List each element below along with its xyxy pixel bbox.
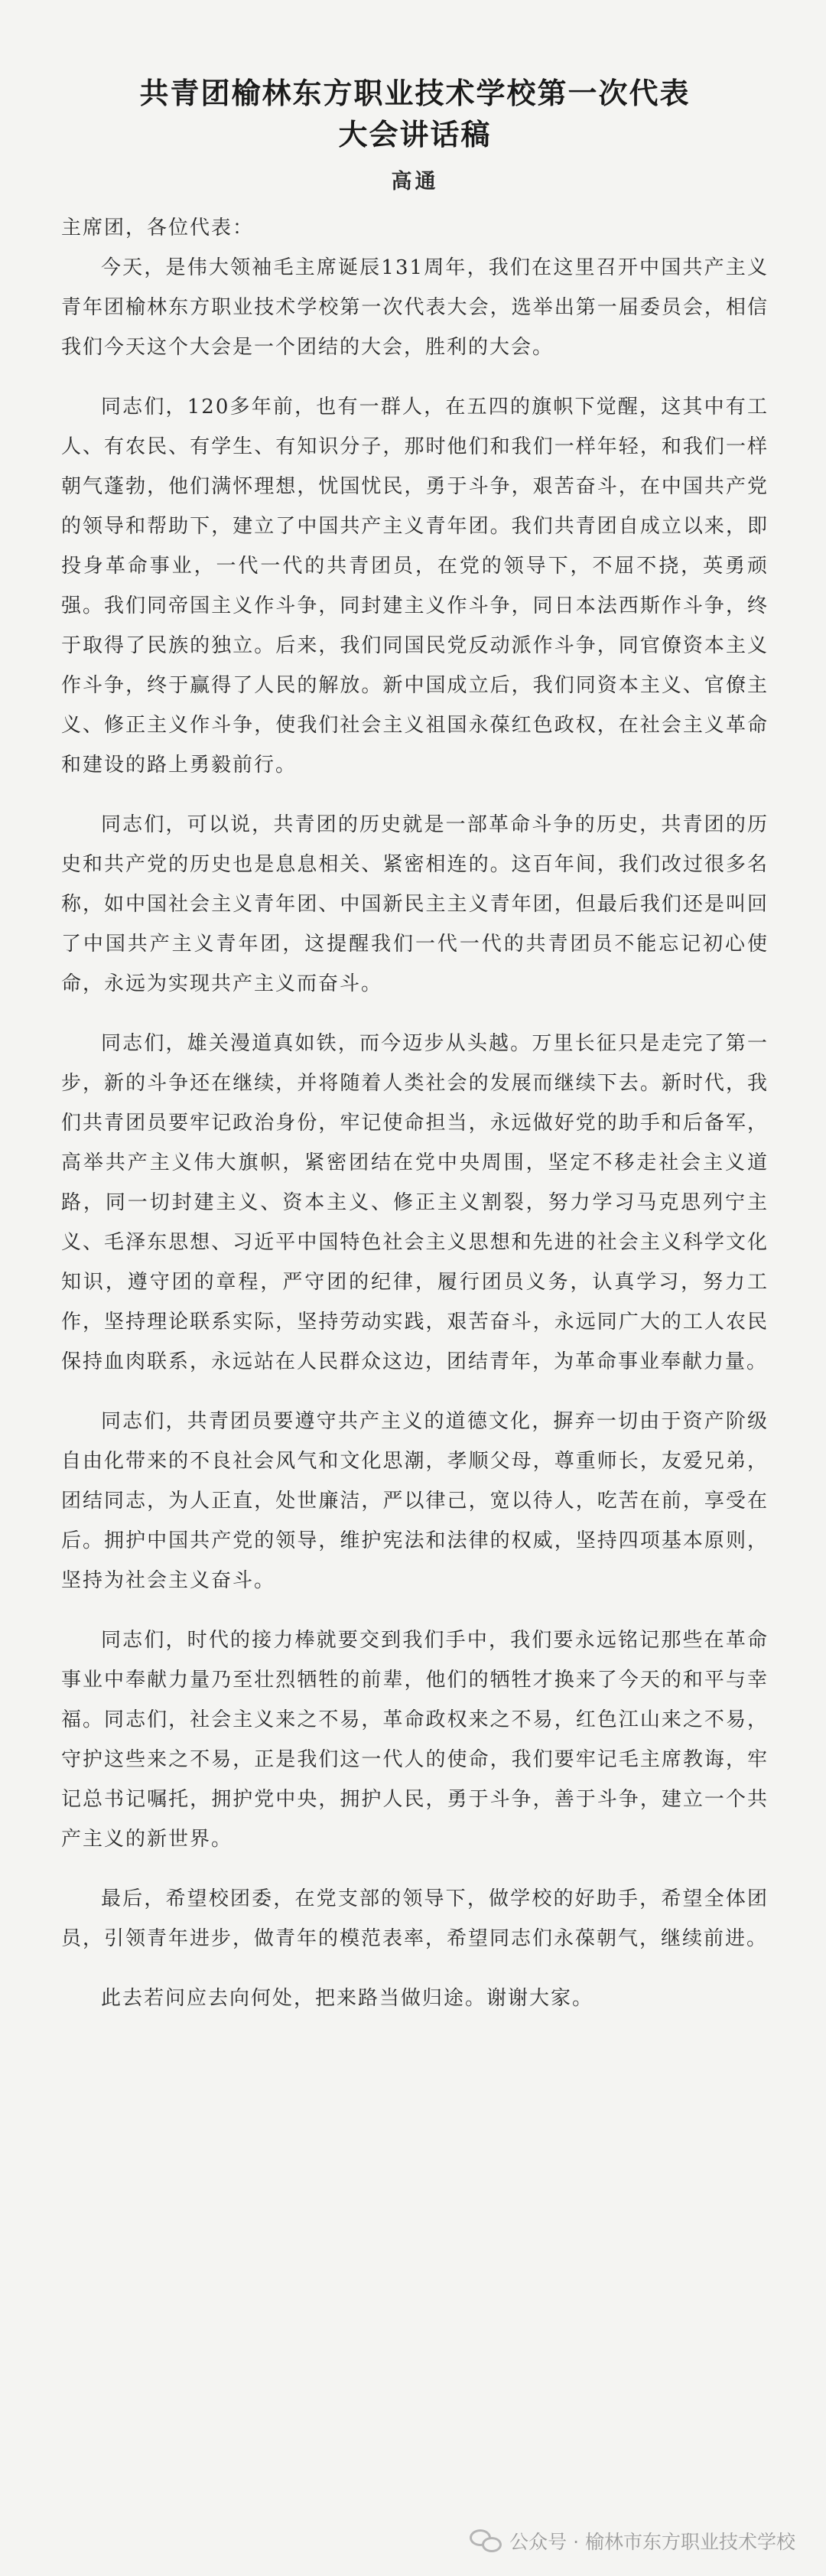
paragraph-6: 同志们，时代的接力棒就要交到我们手中，我们要永远铭记那些在革命事业中奉献力量乃至壮烈牺牲的前辈，他们的牺牲才换来了今天的和平与幸福。同志们，社会主义来之不易，革命政权来之不易，红色江山来之不易，守护这些来之不易，正是我们这一代人的使命，我们要牢记毛主席教诲，牢记总书记嘱托，拥护党中央，拥护人民，勇于斗争，善于斗争，建立一个共产主义的新世界。 (61, 1629, 769, 1851)
salutation: 主席团，各位代表： (61, 217, 255, 239)
paragraph-2: 同志们，120多年前，也有一群人，在五四的旗帜下觉醒，这其中有工人、有农民、有学生、有知识分子，那时他们和我们一样年轻，和我们一样朝气蓬勃，他们满怀理想，忧国忧民，勇于斗争，艰苦奋斗，在中国共产党的领导和帮助下，建立了中国共产主义青年团。我们共青团自成立以来，即投身革命事业，一代一代的共青团员，在党的领导下，不屈不挠，英勇顽强。我们同帝国主义作斗争，同封建主义作斗争，同日本法西斯作斗争，终于取得了民族的独立。后来，我们同国民党反动派作斗争，同官僚资本主义作斗争，终于赢得了人民的解放。新中国成立后，我们同资本主义、官僚主义、修正主义作斗争，使我们社会主义祖国永葆红色政权，在社会主义革命和建设的路上勇毅前行。 (61, 396, 769, 777)
author-name: 高通 (391, 170, 439, 194)
wechat-icon (470, 2528, 503, 2554)
paragraph-5: 同志们，共青团员要遵守共产主义的道德文化，摒弃一切由于资产阶级自由化带来的不良社会风气和文化思潮，孝顺父母，尊重师长，友爱兄弟，团结同志，为人正直，处世廉洁，严以律己，宽以待人，吃苦在前，享受在后。拥护中国共产党的领导，维护宪法和法律的权威，坚持四项基本原则，坚持为社会主义奋斗。 (61, 1410, 769, 1592)
paragraph-8: 此去若问应去向何处，把来路当做归途。谢谢大家。 (101, 1987, 594, 2010)
wechat-watermark (470, 2527, 795, 2555)
paragraph-7: 最后，希望校团委，在党支部的领导下，做学校的好助手，希望全体团员，引领青年进步，做青年的模范表率，希望同志们永葆朝气，继续前进。 (61, 1887, 769, 1950)
paragraph-3: 同志们，可以说，共青团的历史就是一部革命斗争的历史，共青团的历史和共产党的历史也是息息相关、紧密相连的。这百年间，我们改过很多名称，如中国社会主义青年团、中国新民主主义青年团，但最后我们还是叫回了中国共产主义青年团，这提醒我们一代一代的共青团员不能忘记初心使命，永远为实现共产主义而奋斗。 (61, 813, 769, 995)
title-line-2: 大会讲话稿 (338, 118, 492, 151)
document-title (92, 73, 738, 155)
watermark-text: 公众号 · 榆林市东方职业技术学校 (509, 2531, 795, 2553)
title-line-1: 共青团榆林东方职业技术学校第一次代表 (139, 77, 691, 110)
paragraph-4: 同志们，雄关漫道真如铁，而今迈步从头越。万里长征只是走完了第一步，新的斗争还在继续，并将随着人类社会的发展而继续下去。新时代，我们共青团员要牢记政治身份，牢记使命担当，永远做好党的助手和后备军，高举共产主义伟大旗帜，紧密团结在党中央周围，坚定不移走社会主义道路，同一切封建主义、资本主义、修正主义割裂，努力学习马克思列宁主义、毛泽东思想、习近平中国特色社会主义思想和先进的社会主义科学文化知识，遵守团的章程，严守团的纪律，履行团员义务，认真学习，努力工作，坚持理论联系实际，坚持劳动实践，艰苦奋斗，永远同广大的工人农民保持血肉联系，永远站在人民群众这边，团结青年，为革命事业奉献力量。 (61, 1032, 769, 1373)
paragraph-1: 今天，是伟大领袖毛主席诞辰131周年，我们在这里召开中国共产主义青年团榆林东方职业技术学校第一次代表大会，选举出第一届委员会，相信我们今天这个大会是一个团结的大会，胜利的大会。 (61, 256, 769, 359)
